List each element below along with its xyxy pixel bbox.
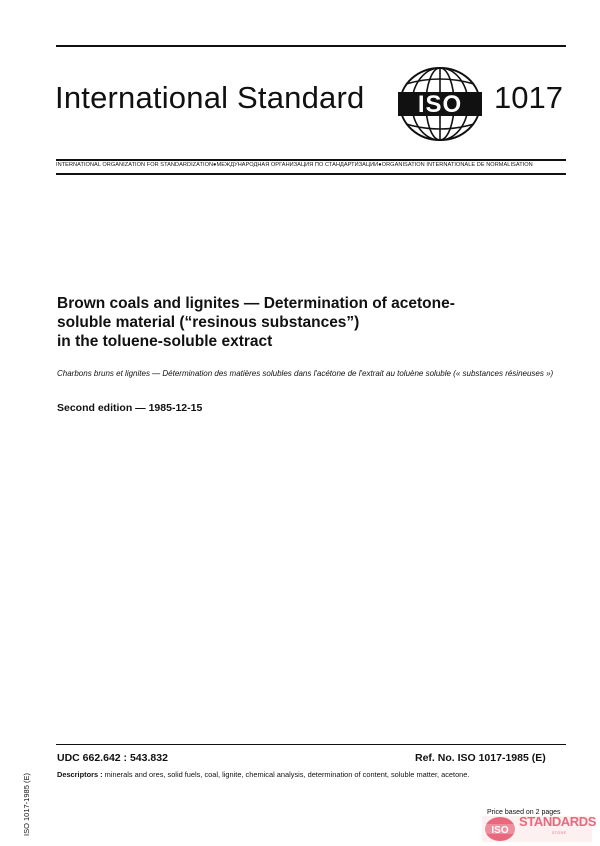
title-line-2: soluble material (“resinous substances”): [57, 314, 360, 331]
document-title: [57, 294, 557, 351]
descriptors: [57, 770, 469, 779]
store-logo-text: ISO: [491, 825, 509, 836]
title-line-3: in the toluene-soluble extract: [57, 333, 273, 350]
descriptors-label: Descriptors :: [57, 770, 103, 779]
svg-text:ISO: ISO: [417, 91, 463, 118]
french-title: Charbons bruns et lignites — Détermination des matières solubles dans l'acétone de l'extrait au toluène soluble (« substances résineuses »): [57, 369, 554, 378]
descriptors-list: minerals and ores, solid fuels, coal, lignite, chemical analysis, determination of content, soluble matter, acetone.: [104, 770, 470, 779]
title-line-1: Brown coals and lignites — Determination of acetone-: [57, 295, 455, 312]
rule-below-organizations: [56, 173, 566, 175]
side-document-code: ISO 1017-1985 (E): [22, 773, 31, 836]
footer-rule: [56, 744, 566, 745]
reference-number: Ref. No. ISO 1017-1985 (E): [415, 752, 546, 764]
organization-names: INTERNATIONAL ORGANIZATION FOR STANDARDIZATION●МЕЖДУНАРОДНАЯ ОРГАНИЗАЦИЯ ПО СТАНДАРТИЗАЦИИ●ORGANISATION INTERNATIONALE DE NORMALISATION: [56, 162, 533, 168]
price-note: Price based on 2 pages: [487, 809, 561, 816]
standard-number: 1017: [494, 80, 563, 115]
top-rule: [56, 45, 566, 47]
standard-title: International Standard: [55, 80, 365, 115]
store-watermark-text: STANDARDS: [519, 814, 597, 829]
rule-above-organizations: [56, 159, 566, 161]
udc-code: UDC 662.642 : 543.832: [57, 752, 168, 764]
store-watermark-sub: STORE: [552, 831, 567, 835]
iso-logo-icon: [398, 66, 482, 142]
edition-date: Second edition — 1985-12-15: [57, 402, 203, 414]
